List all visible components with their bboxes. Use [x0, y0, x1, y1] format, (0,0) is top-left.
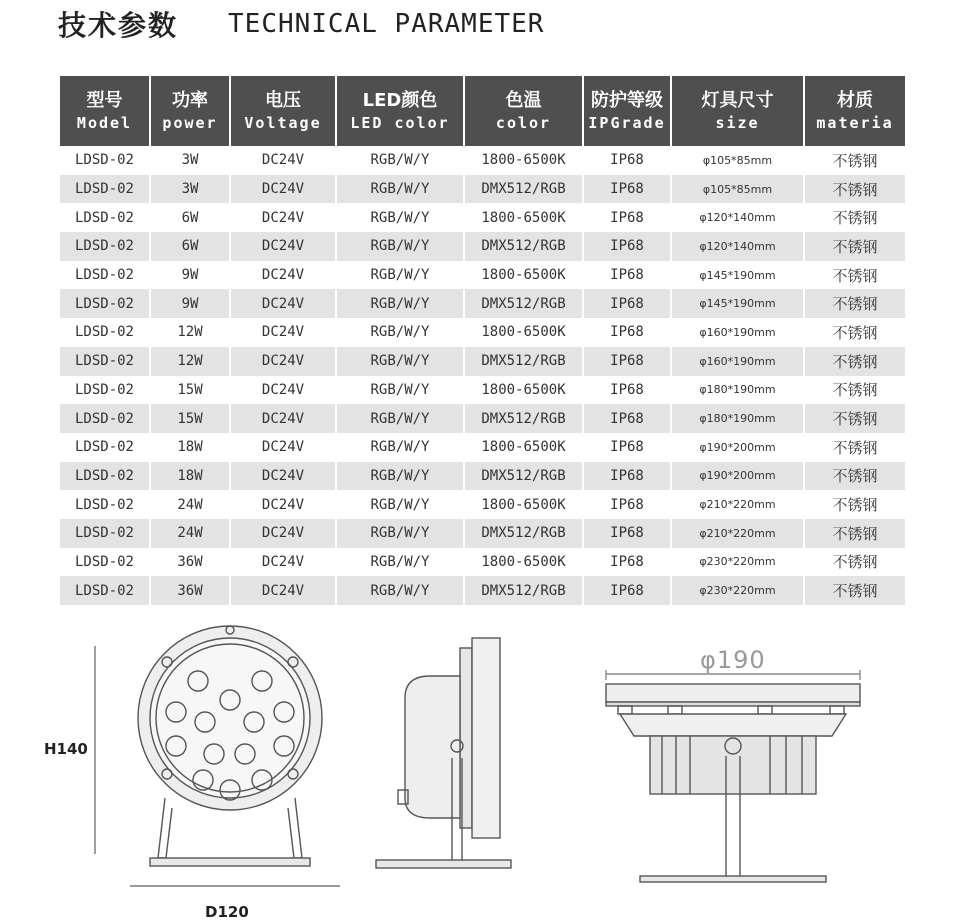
table-cell: 1800-6500K [465, 490, 584, 519]
table-cell: DC24V [231, 490, 337, 519]
table-cell: LDSD-02 [60, 404, 151, 433]
table-cell: IP68 [584, 318, 672, 347]
title-english: TECHNICAL PARAMETER [228, 9, 545, 39]
table-cell: DC24V [231, 318, 337, 347]
table-cell: RGB/W/Y [337, 490, 465, 519]
table-cell: RGB/W/Y [337, 376, 465, 405]
table-cell: DC24V [231, 175, 337, 204]
table-cell: DC24V [231, 404, 337, 433]
table-cell: 不锈钢 [805, 404, 905, 433]
table-cell: RGB/W/Y [337, 318, 465, 347]
table-cell: 12W [151, 318, 231, 347]
column-header-en: Voltage [244, 114, 322, 132]
table-cell: IP68 [584, 433, 672, 462]
drawing-svg [0, 618, 962, 923]
table-cell: IP68 [584, 347, 672, 376]
table-row [60, 490, 905, 519]
table-cell: DC24V [231, 548, 337, 577]
table-cell: φ145*190mm [672, 261, 805, 290]
table-cell: IP68 [584, 146, 672, 175]
table-cell: 不锈钢 [805, 462, 905, 491]
table-cell: 1800-6500K [465, 203, 584, 232]
height-dimension-label: H140 [44, 740, 88, 758]
table-cell: RGB/W/Y [337, 576, 465, 605]
table-cell: DC24V [231, 203, 337, 232]
column-header [805, 76, 905, 146]
table-cell: DC24V [231, 433, 337, 462]
table-header-row [60, 76, 905, 146]
column-header-en: IPGrade [588, 114, 666, 132]
table-cell: RGB/W/Y [337, 232, 465, 261]
table-cell: DC24V [231, 576, 337, 605]
side-view-drawing [376, 638, 511, 868]
table-cell: 9W [151, 289, 231, 318]
table-cell: 1800-6500K [465, 433, 584, 462]
table-cell: 不锈钢 [832, 266, 878, 285]
table-cell: DC24V [231, 347, 337, 376]
table-row [60, 261, 905, 290]
table-cell: RGB/W/Y [337, 347, 465, 376]
table-cell: φ160*190mm [672, 318, 805, 347]
table-cell: LDSD-02 [60, 289, 151, 318]
table-cell: 不锈钢 [832, 323, 878, 342]
table-cell: 1800-6500K [465, 376, 584, 405]
column-header-en: Model [76, 114, 133, 132]
table-cell: 不锈钢 [805, 519, 905, 548]
table-cell: φ105*85mm [672, 175, 805, 204]
column-header [465, 76, 584, 146]
table-cell: RGB/W/Y [337, 203, 465, 232]
table-row [60, 175, 905, 204]
column-header-cn: 灯具尺寸 [701, 90, 774, 111]
table-row [60, 347, 905, 376]
column-header-cn: 型号 [86, 90, 123, 111]
table-cell: LDSD-02 [60, 203, 151, 232]
table-cell: 6W [151, 232, 231, 261]
table-cell: 18W [151, 462, 231, 491]
table-cell: DC24V [231, 289, 337, 318]
table-cell: DMX512/RGB [465, 519, 584, 548]
table-cell: DMX512/RGB [465, 175, 584, 204]
table-cell: φ180*190mm [672, 376, 805, 405]
diameter-dimension-label: D120 [205, 903, 249, 921]
table-row [60, 548, 905, 577]
table-cell: φ160*190mm [672, 347, 805, 376]
table-cell: 不锈钢 [832, 151, 878, 170]
table-cell: DMX512/RGB [465, 404, 584, 433]
table-cell: φ120*140mm [672, 203, 805, 232]
column-header-cn: LED颜色 [362, 90, 438, 111]
table-cell: φ145*190mm [672, 289, 805, 318]
table-cell: 不锈钢 [832, 553, 878, 572]
column-header-cn: 功率 [172, 90, 208, 111]
table-cell: 不锈钢 [832, 496, 878, 515]
table-cell: RGB/W/Y [337, 548, 465, 577]
table-cell: LDSD-02 [60, 519, 151, 548]
table-cell: DMX512/RGB [465, 232, 584, 261]
table-cell: φ120*140mm [672, 232, 805, 261]
table-cell: IP68 [584, 548, 672, 577]
table-cell: 1800-6500K [465, 146, 584, 175]
table-cell: IP68 [584, 576, 672, 605]
table-cell: 不锈钢 [832, 209, 878, 228]
table-cell: RGB/W/Y [337, 404, 465, 433]
column-header-en: materia [816, 114, 894, 132]
table-cell: IP68 [584, 404, 672, 433]
table-cell: LDSD-02 [60, 462, 151, 491]
table-cell: DMX512/RGB [465, 576, 584, 605]
table-cell: DC24V [231, 232, 337, 261]
spec-table [60, 76, 905, 605]
column-header [584, 76, 672, 146]
table-cell: RGB/W/Y [337, 519, 465, 548]
table-row [60, 146, 905, 175]
column-header-en: size [715, 114, 760, 132]
column-header-cn: 电压 [265, 90, 301, 111]
column-header-en: color [495, 114, 552, 132]
table-cell: 1800-6500K [465, 318, 584, 347]
table-cell: φ190*200mm [672, 462, 805, 491]
table-cell: 不锈钢 [805, 175, 905, 204]
table-cell: LDSD-02 [60, 175, 151, 204]
column-header-cn: 色温 [505, 90, 542, 111]
table-cell: RGB/W/Y [337, 261, 465, 290]
table-cell: LDSD-02 [60, 490, 151, 519]
table-row [60, 433, 905, 462]
table-row [60, 462, 905, 491]
table-cell: 不锈钢 [832, 438, 878, 457]
table-cell: φ190*200mm [672, 433, 805, 462]
table-cell: LDSD-02 [60, 146, 151, 175]
back-view-drawing [606, 670, 860, 882]
table-cell: 24W [151, 490, 231, 519]
table-cell: LDSD-02 [60, 318, 151, 347]
table-cell: φ230*220mm [672, 576, 805, 605]
table-cell: IP68 [584, 261, 672, 290]
table-cell: 不锈钢 [805, 576, 905, 605]
table-cell: 3W [151, 175, 231, 204]
table-cell: 36W [151, 548, 231, 577]
side-diameter-label: φ190 [700, 646, 766, 674]
table-cell: 不锈钢 [832, 381, 878, 400]
table-row [60, 203, 905, 232]
table-body [60, 146, 905, 605]
table-cell: LDSD-02 [60, 576, 151, 605]
table-cell: DC24V [231, 462, 337, 491]
table-cell: 24W [151, 519, 231, 548]
table-row [60, 232, 905, 261]
column-header-en: power [162, 114, 218, 132]
column-header [60, 76, 151, 146]
page-title [58, 6, 544, 42]
table-cell: IP68 [584, 462, 672, 491]
column-header [151, 76, 231, 146]
table-cell: DMX512/RGB [465, 462, 584, 491]
table-cell: φ105*85mm [672, 146, 805, 175]
product-drawings [0, 618, 962, 923]
table-cell: 9W [151, 261, 231, 290]
column-header [672, 76, 805, 146]
table-cell: DC24V [231, 519, 337, 548]
table-cell: RGB/W/Y [337, 462, 465, 491]
table-row [60, 404, 905, 433]
table-cell: LDSD-02 [60, 433, 151, 462]
table-row [60, 318, 905, 347]
table-cell: DC24V [231, 261, 337, 290]
column-header [231, 76, 337, 146]
table-cell: IP68 [584, 289, 672, 318]
table-cell: DMX512/RGB [465, 289, 584, 318]
table-cell: φ230*220mm [672, 548, 805, 577]
table-cell: RGB/W/Y [337, 146, 465, 175]
table-cell: 不锈钢 [805, 289, 905, 318]
title-chinese: 技术参数 [58, 9, 179, 42]
table-cell: IP68 [584, 376, 672, 405]
column-header-en: LED color [350, 114, 450, 132]
table-cell: 12W [151, 347, 231, 376]
table-cell: 3W [151, 146, 231, 175]
table-cell: LDSD-02 [60, 261, 151, 290]
table-cell: LDSD-02 [60, 232, 151, 261]
table-row [60, 576, 905, 605]
table-cell: LDSD-02 [60, 548, 151, 577]
table-cell: 不锈钢 [805, 232, 905, 261]
table-cell: 36W [151, 576, 231, 605]
table-cell: 15W [151, 376, 231, 405]
table-cell: DC24V [231, 146, 337, 175]
table-cell: LDSD-02 [60, 376, 151, 405]
table-cell: DMX512/RGB [465, 347, 584, 376]
table-cell: 18W [151, 433, 231, 462]
table-cell: IP68 [584, 203, 672, 232]
table-cell: 1800-6500K [465, 548, 584, 577]
table-cell: 不锈钢 [805, 347, 905, 376]
table-cell: IP68 [584, 175, 672, 204]
table-cell: 15W [151, 404, 231, 433]
column-header-cn: 材质 [837, 90, 873, 111]
table-row [60, 519, 905, 548]
table-cell: φ210*220mm [672, 490, 805, 519]
table-cell: φ210*220mm [672, 519, 805, 548]
table-cell: DC24V [231, 376, 337, 405]
table-cell: RGB/W/Y [337, 433, 465, 462]
table-cell: RGB/W/Y [337, 175, 465, 204]
column-header-cn: 防护等级 [591, 90, 663, 111]
table-row [60, 289, 905, 318]
table-cell: LDSD-02 [60, 347, 151, 376]
table-cell: 6W [151, 203, 231, 232]
table-cell: IP68 [584, 490, 672, 519]
front-view-drawing [95, 626, 340, 886]
table-cell: 1800-6500K [465, 261, 584, 290]
table-cell: φ180*190mm [672, 404, 805, 433]
table-cell: IP68 [584, 519, 672, 548]
table-cell: RGB/W/Y [337, 289, 465, 318]
table-cell: IP68 [584, 232, 672, 261]
column-header [337, 76, 465, 146]
table-row [60, 376, 905, 405]
